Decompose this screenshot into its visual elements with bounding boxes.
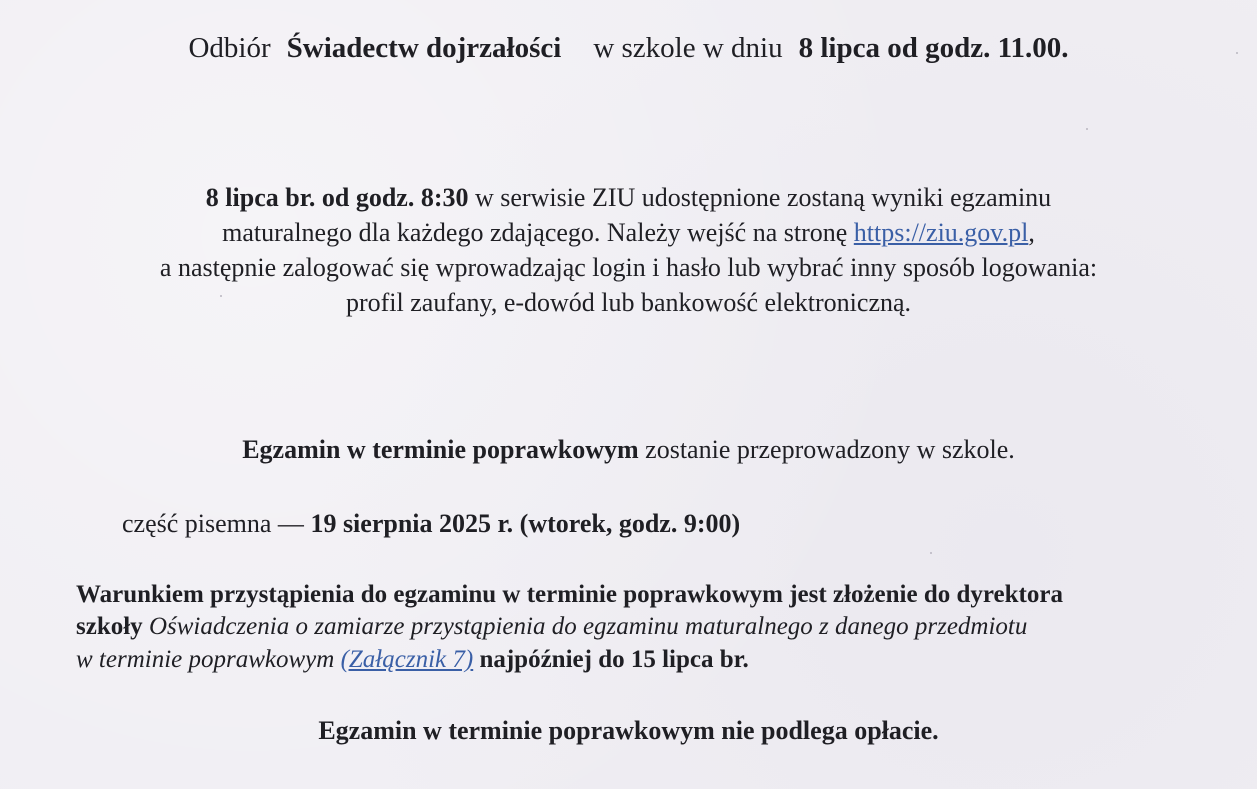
paper-speck <box>930 552 932 554</box>
condition-line-3 <box>76 643 749 677</box>
written-part-line <box>122 507 740 541</box>
paper-speck <box>1086 128 1088 130</box>
heading-certificates: Świadectw dojrzałości <box>286 32 562 64</box>
heading-middle: w szkole w dniu <box>593 32 783 64</box>
certificate-pickup-heading <box>0 29 1257 67</box>
condition-retake-term: w terminie poprawkowym <box>76 646 341 673</box>
condition-declaration: Oświadczenia o zamiarze przystąpienia do egzaminu maturalnego z danego przedmiotu <box>142 613 1028 640</box>
retake-rest: zostanie przeprowadzony w szkole. <box>638 435 1015 464</box>
results-line-4: profil zaufany, e-dowód lub bankowość elektroniczną. <box>345 288 912 317</box>
paper-speck <box>1236 52 1238 54</box>
condition-deadline: najpóźniej do 15 lipca br. <box>473 646 749 673</box>
results-line-1-text: w serwisie ZIU udostępnione zostaną wyniki egzaminu <box>468 183 1052 212</box>
results-line-2 <box>0 216 1257 250</box>
paper-speck <box>220 295 222 297</box>
condition-line-1-text: Warunkiem przystąpienia do egzaminu w terminie poprawkowym jest złożenie do dyrektora <box>76 581 1063 608</box>
ziu-link[interactable]: https://ziu.gov.pl <box>853 218 1029 247</box>
written-prefix: część pisemna — <box>122 509 311 538</box>
retake-bold: Egzamin w terminie poprawkowym <box>242 435 639 464</box>
attachment-7-label: (Załącznik 7) <box>340 646 474 673</box>
condition-school: szkoły <box>76 613 143 640</box>
condition-line-2 <box>76 610 1027 644</box>
fee-text: Egzamin w terminie poprawkowym nie podlega opłacie. <box>318 716 939 745</box>
results-line-2-comma: , <box>1028 218 1035 247</box>
results-line-1 <box>0 181 1257 215</box>
fee-info <box>0 714 1257 748</box>
attachment-7-link[interactable] <box>341 646 474 673</box>
heading-prefix: Odbiór <box>188 32 271 64</box>
written-date: 19 sierpnia 2025 r. (wtorek, godz. 9:00) <box>310 509 741 538</box>
results-line-3: a następnie zalogować się wprowadzając login i hasło lub wybrać inny sposób logowania: <box>159 253 1098 282</box>
results-date-time: 8 lipca br. od godz. 8:30 <box>205 183 469 212</box>
heading-date-time: 8 lipca od godz. 11.00. <box>798 32 1069 64</box>
results-line-2-text: maturalnego dla każdego zdającego. Należy wejść na stronę <box>222 218 854 247</box>
condition-line-1 <box>76 578 1063 612</box>
retake-info <box>0 433 1257 467</box>
